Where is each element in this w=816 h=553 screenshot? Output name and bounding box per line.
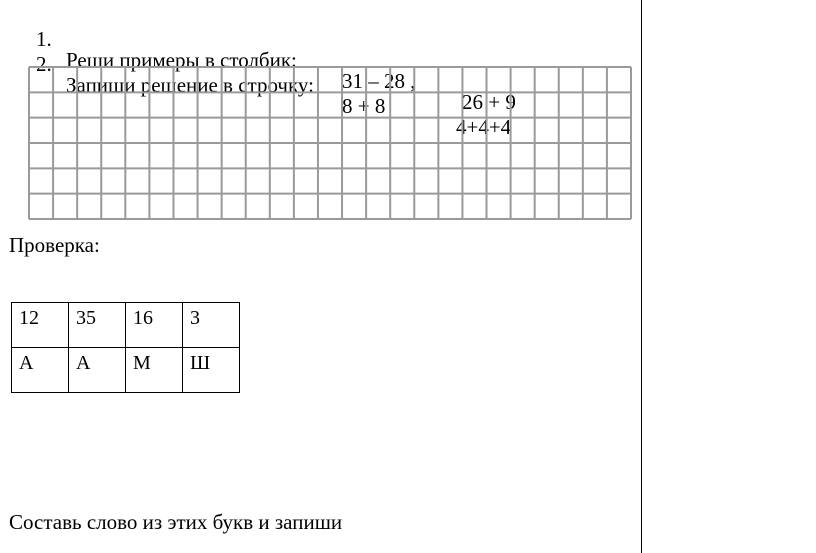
task-1-text: Реши примеры в столбик: [66,48,297,72]
task-2-number: 2. [36,52,52,76]
answer-table-numbers-row [12,303,240,348]
task-2-text: Запиши решение в строчку: [66,73,314,97]
answer-cell-number-4: 3 [183,303,240,348]
answer-table [11,302,240,393]
answer-cell-letter-4: Ш [183,348,240,393]
task-2-example-2: 4+4+4 [456,115,512,139]
task-1-number: 1. [36,27,52,51]
squared-grid [28,66,632,220]
answer-cell-number-3: 16 [126,303,183,348]
answer-cell-letter-2: А [69,348,126,393]
final-instruction: Составь слово из этих букв и запиши [9,510,343,534]
check-label: Проверка: [9,233,100,257]
answer-table-letters-row [12,348,240,393]
task-1-example-1: 31 – 28 , [342,69,416,93]
answer-cell-letter-3: М [126,348,183,393]
answer-cell-letter-1: А [12,348,69,393]
task-2-example-1: 8 + 8 [342,94,386,118]
answer-cell-number-2: 35 [69,303,126,348]
task-1-example-2: 26 + 9 [462,90,516,114]
answer-cell-number-1: 12 [12,303,69,348]
